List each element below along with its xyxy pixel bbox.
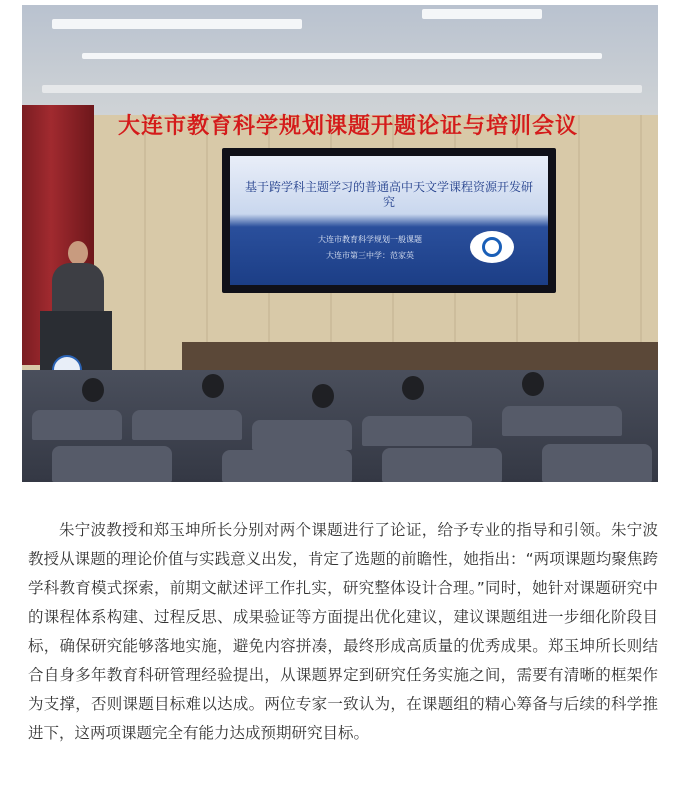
chair: [382, 448, 502, 482]
speaker-head: [68, 241, 88, 265]
chair: [32, 410, 122, 440]
audience-head: [202, 374, 224, 398]
banner-title: 大连市教育科学规划课题开题论证与培训会议: [118, 113, 579, 139]
chair: [362, 416, 472, 446]
ceiling-light: [82, 53, 602, 59]
slide-subtitle: 大连市教育科学规划一般课题: [318, 235, 422, 244]
meeting-photo: [22, 5, 658, 482]
school-logo-icon: [470, 231, 514, 263]
chair: [252, 420, 352, 450]
chair: [132, 410, 242, 440]
audience-head: [312, 384, 334, 408]
audience-head: [522, 372, 544, 396]
slide: [230, 156, 548, 285]
ceiling-light: [422, 9, 542, 19]
ceiling-light: [52, 19, 302, 29]
ceiling-light: [42, 85, 642, 93]
article-paragraph: 朱宁波教授和郑玉坤所长分别对两个课题进行了论证，给予专业的指导和引领。朱宁波教授从课题的理论价值与实践意义出发，肯定了选题的前瞻性，她指出：“两项课题均聚焦跨学科教育模式探索，前期文献述评工作扎实，研究整体设计合理。”同时，她针对课题研究中的课程体系构建、过程反思、成果验证等方面提出优化建议，建议课题组进一步细化阶段目标，确保研究能够落地实施，避免内容拼凑，最终形成高质量的优秀成果。郑玉坤所长则结合自身多年教育科研管理经验提出，从课题界定到研究任务实施之间，需要有清晰的框架作为支撑，否则课题目标难以达成。两位专家一致认为，在课题组的精心筹备与后续的科学推进下，这两项课题完全有能力达成预期研究目标。: [28, 521, 658, 742]
projection-screen: [222, 148, 556, 293]
chair: [52, 446, 172, 482]
ceiling: [22, 5, 658, 115]
chair: [222, 450, 352, 482]
chair: [502, 406, 622, 436]
chair: [542, 444, 652, 482]
audience-head: [82, 378, 104, 402]
slide-author: 大连市第三中学：范家英: [326, 251, 414, 260]
audience-head: [402, 376, 424, 400]
audience-seating: [22, 370, 658, 482]
slide-title: 基于跨学科主题学习的普通高中天文学课程资源开发研究: [244, 180, 533, 209]
